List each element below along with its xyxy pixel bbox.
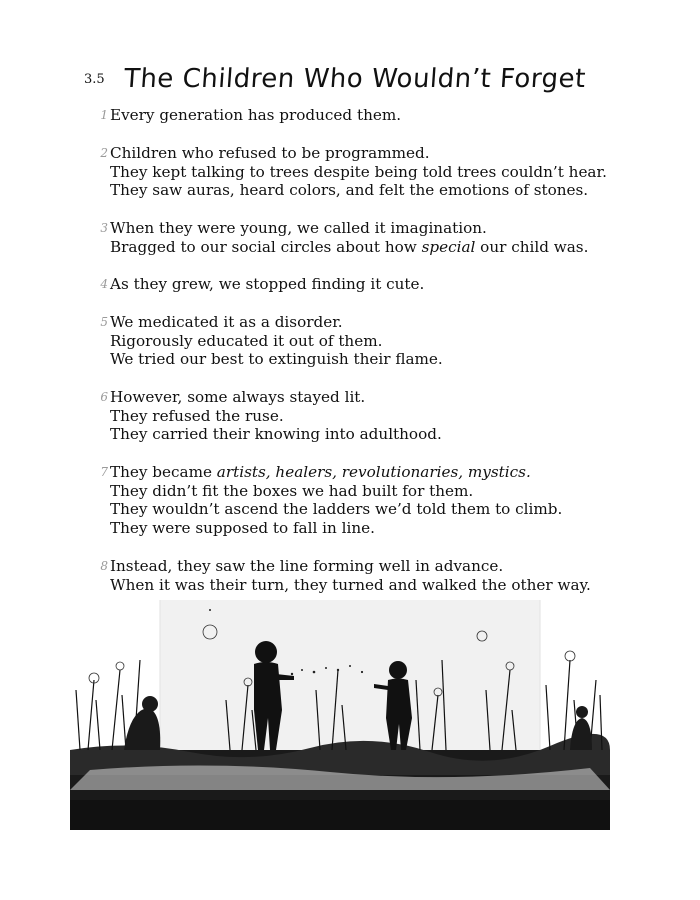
line-text-pre: They became [110,463,217,481]
crouched-figure-right [570,706,592,750]
stanza [96,275,656,294]
stanza [96,313,656,369]
poem-line: They didn’t fit the boxes we had built for them. [110,481,474,500]
stanza-number: 8 [100,559,108,573]
section-number: 3.5 [84,72,105,87]
stanza [96,219,656,256]
poem-line: They carried their knowing into adulthood. [110,425,442,443]
poem-line: However, some always stayed lit. [110,388,366,406]
poem-line: As they grew, we stopped finding it cute. [110,275,425,293]
poem-line: Children who refused to be programmed. [110,144,430,162]
poem-line: Instead, they saw the line forming well in advance. [110,557,504,575]
stanza-number: 3 [100,221,108,235]
poem-line: They saw auras, heard colors, and felt the emotions of stones. [110,181,589,199]
poem-title: The Children Who Wouldn’t Forget [122,64,587,94]
poem-line: We tried our best to extinguish their flame. [110,350,443,368]
poem-line: They were supposed to fall in line. [110,518,375,537]
poem-line: When they were young, we called it imagination. [110,219,487,237]
emphasized-word: special [421,237,476,256]
stanza [96,144,656,200]
emphasized-words: artists, healers, revolutionaries, mystics. [216,463,531,481]
stanza-number: 5 [100,315,108,329]
stanza-number: 7 [100,465,108,479]
stanza [96,388,656,444]
stanza-number: 2 [100,146,108,160]
meadow-children-illustration [70,600,610,830]
line-text-pre: Bragged to our social circles about how [110,237,422,256]
poem-line: When it was their turn, they turned and walked the other way. [110,575,591,594]
poem-line-with-emphasis [110,238,656,257]
poem-line-with-emphasis [110,463,656,482]
stanza-number: 4 [100,277,108,291]
stanza-number: 6 [100,390,108,404]
crouched-figure-left [124,696,160,750]
poem-line: We medicated it as a disorder. [110,313,343,331]
stanza [96,463,656,537]
line-text-post: our child was. [475,237,589,256]
stanza [96,106,656,125]
stanza [96,557,656,594]
poem-line: Rigorously educated it out of them. [110,331,383,350]
poem-line: They refused the ruse. [110,406,284,425]
poem-line: They wouldn’t ascend the ladders we’d told them to climb. [110,500,563,518]
faded-suitcase-shape [160,600,540,760]
stanza-number: 1 [100,108,108,122]
poem-line: Every generation has produced them. [110,106,402,124]
poem-line: They kept talking to trees despite being told trees couldn’t hear. [110,162,607,181]
